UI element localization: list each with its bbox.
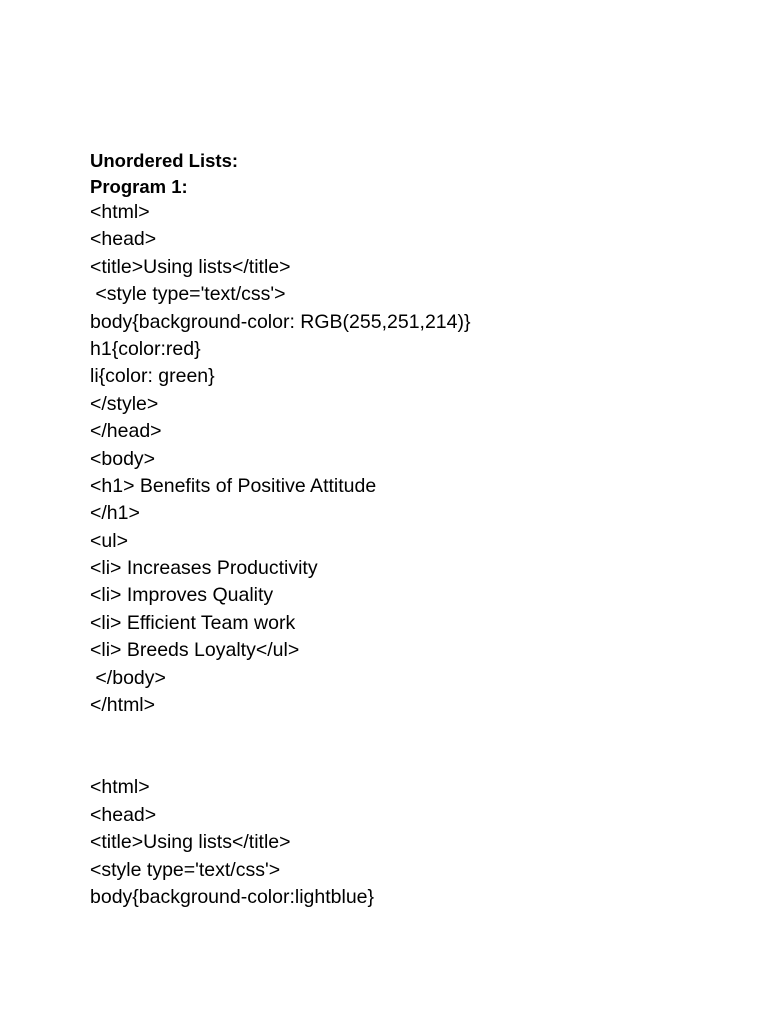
code-line: <li> Increases Productivity: [90, 557, 318, 580]
code-line: <style type='text/css'>: [90, 858, 281, 881]
code-line: li{color: green}: [90, 365, 215, 388]
code-line: body{background-color:lightblue}: [90, 885, 375, 908]
code-line: <title>Using lists</title>: [90, 831, 291, 854]
code-line: <li> Efficient Team work: [90, 611, 296, 634]
document-page: [90, 148, 730, 911]
code-line: <head>: [90, 228, 157, 251]
code-line: body{background-color: RGB(255,251,214)}: [90, 310, 471, 333]
code-line: <ul>: [90, 529, 128, 552]
code-line: </body>: [90, 666, 166, 689]
code-line: <head>: [90, 803, 157, 826]
code-line: <li> Breeds Loyalty</ul>: [90, 639, 300, 662]
code-line: <h1> Benefits of Positive Attitude: [90, 474, 377, 497]
code-block-program-1: [90, 199, 730, 719]
code-line: </style>: [90, 392, 159, 415]
code-line: </head>: [90, 420, 162, 443]
spacer: [90, 719, 730, 774]
code-block-program-2: [90, 774, 730, 911]
code-line: <title>Using lists</title>: [90, 255, 291, 278]
code-line: </h1>: [90, 502, 140, 525]
program-label: Program 1:: [90, 175, 188, 197]
code-line: <li> Improves Quality: [90, 584, 274, 607]
code-line: <html>: [90, 201, 150, 223]
code-line: <html>: [90, 776, 150, 799]
section-heading: Unordered Lists:: [90, 150, 239, 171]
code-line: <style type='text/css'>: [90, 283, 286, 306]
code-line: </html>: [90, 694, 156, 717]
code-line: <body>: [90, 447, 156, 470]
code-line: h1{color:red}: [90, 337, 201, 360]
